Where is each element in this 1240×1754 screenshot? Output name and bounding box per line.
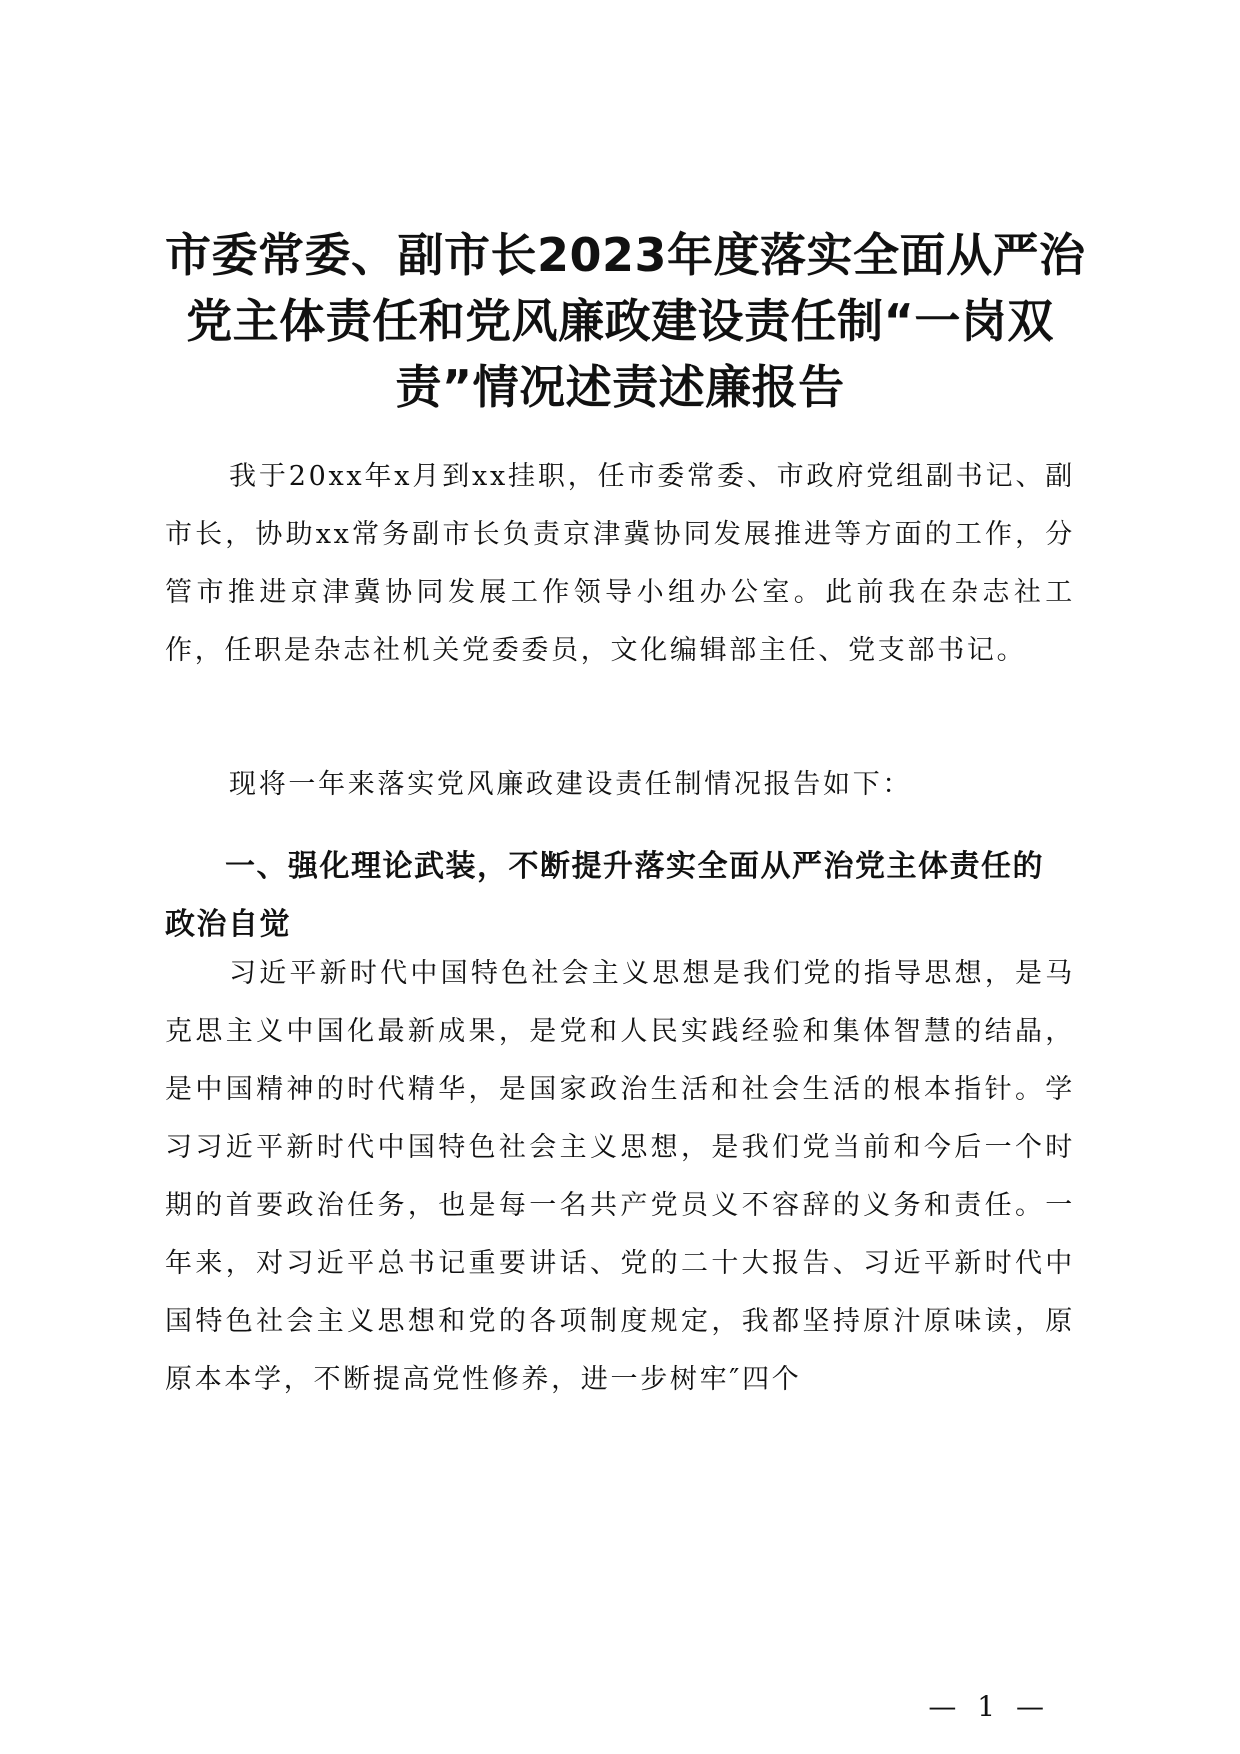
section-heading-1: 一、强化理论武装，不断提升落实全面从严治党主体责任的政治自觉: [165, 849, 1044, 942]
intro-paragraph: 我于20xx年x月到xx挂职，任市委常委、市政府党组副书记、副市长，协助xx常务副市长负责京津冀协同发展推进等方面的工作，分管市推进京津冀协同发展工作领导小组办公室。此前我在杂志社工作，任职是杂志社机关党委委员，文化编辑部主任、党支部书记。: [165, 461, 1075, 666]
title-line-1: 市委常委、副市长2023年度落实全面从严治: [165, 228, 1086, 282]
title-line-3: 责”情况述责述廉报告: [395, 360, 845, 414]
title-line-2: 党主体责任和党风廉政建设责任制“一岗双: [186, 294, 1054, 348]
page-number: — 1 —: [928, 1690, 1050, 1723]
document-title: [165, 222, 1086, 420]
report-intro-paragraph: 现将一年来落实党风廉政建设责任制情况报告如下：: [229, 769, 913, 800]
section-1-paragraph: 习近平新时代中国特色社会主义思想是我们党的指导思想，是马克思主义中国化最新成果，是党和人民实践经验和集体智慧的结晶，是中国精神的时代精华，是国家政治生活和社会生活的根本指针。学习习近平新时代中国特色社会主义思想，是我们党当前和今后一个时期的首要政治任务，也是每一名共产党员义不容辞的义务和责任。一年来，对习近平总书记重要讲话、党的二十大报告、习近平新时代中国特色社会主义思想和党的各项制度规定，我都坚持原汁原味读，原原本本学，不断提高党性修养，进一步树牢″四个: [165, 958, 1075, 1395]
